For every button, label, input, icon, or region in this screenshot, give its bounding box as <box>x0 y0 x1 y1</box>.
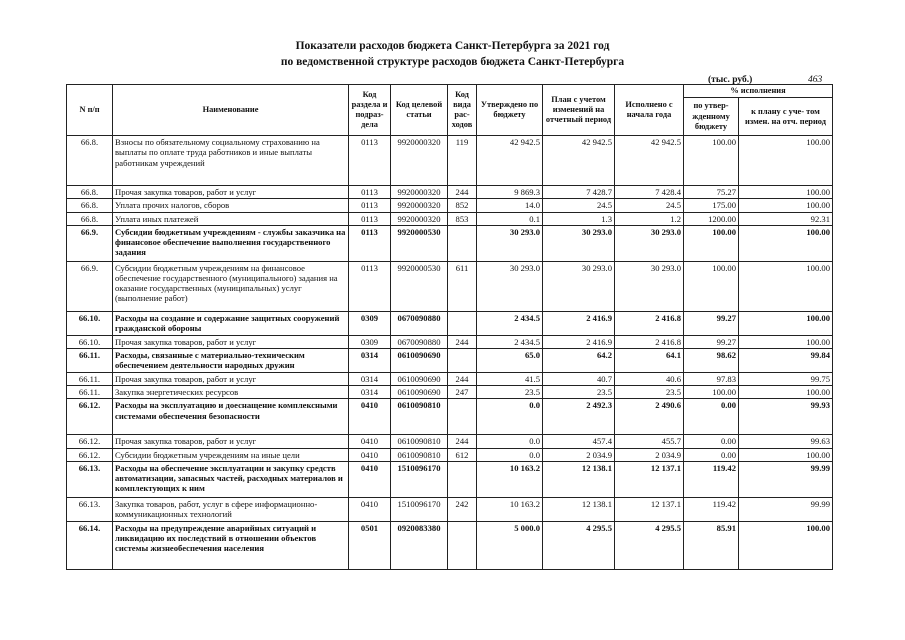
col-header-name: Наименование <box>113 85 349 136</box>
table-row <box>67 311 833 335</box>
cell-name: Субсидии бюджетным учреждениям на финансовое обеспечение государственного (муниципального) задания на оказание государственных (муниципальных) услуг (выполнение работ) <box>113 261 349 311</box>
cell-utv: 41.5 <box>477 373 543 386</box>
cell-vid: 611 <box>448 261 477 311</box>
cell-plan: 64.2 <box>543 349 615 373</box>
cell-pct-plan: 99.84 <box>739 349 833 373</box>
cell-utv: 2 434.5 <box>477 311 543 335</box>
cell-plan: 457.4 <box>543 435 615 448</box>
cell-pct-utv: 98.62 <box>684 349 739 373</box>
cell-razdel: 0113 <box>349 261 391 311</box>
cell-utv: 23.5 <box>477 386 543 399</box>
cell-num: 66.13. <box>67 461 113 497</box>
cell-vid: 612 <box>448 448 477 461</box>
cell-utv: 30 293.0 <box>477 225 543 261</box>
cell-name: Закупка товаров, работ, услуг в сфере информационно-коммуникационных технологий <box>113 497 349 521</box>
cell-razdel: 0410 <box>349 399 391 435</box>
table-row <box>67 225 833 261</box>
cell-razdel: 0410 <box>349 435 391 448</box>
cell-vid <box>448 225 477 261</box>
table-row <box>67 261 833 311</box>
cell-name: Расходы на обеспечение эксплуатации и закупку средств автоматизации, запасных частей, расходных материалов и комплектующих к ним <box>113 461 349 497</box>
cell-statya: 9920000320 <box>391 136 448 186</box>
cell-isp: 7 428.4 <box>615 186 684 199</box>
cell-num: 66.10. <box>67 335 113 348</box>
cell-razdel: 0314 <box>349 373 391 386</box>
cell-plan: 42 942.5 <box>543 136 615 186</box>
cell-razdel: 0113 <box>349 225 391 261</box>
cell-num: 66.13. <box>67 497 113 521</box>
table-row <box>67 335 833 348</box>
cell-isp: 30 293.0 <box>615 225 684 261</box>
cell-utv: 0.0 <box>477 435 543 448</box>
cell-vid <box>448 399 477 435</box>
cell-num: 66.14. <box>67 521 113 569</box>
cell-pct-utv: 97.83 <box>684 373 739 386</box>
table-row <box>67 399 833 435</box>
cell-pct-plan: 99.93 <box>739 399 833 435</box>
cell-utv: 10 163.2 <box>477 461 543 497</box>
cell-plan: 2 416.9 <box>543 311 615 335</box>
cell-isp: 30 293.0 <box>615 261 684 311</box>
cell-plan: 40.7 <box>543 373 615 386</box>
col-header-pct-group: % исполнения <box>684 85 833 98</box>
cell-plan: 24.5 <box>543 199 615 212</box>
table-row <box>67 521 833 569</box>
cell-name: Прочая закупка товаров, работ и услуг <box>113 373 349 386</box>
table-row <box>67 435 833 448</box>
cell-pct-plan: 100.00 <box>739 521 833 569</box>
cell-statya: 0670090880 <box>391 335 448 348</box>
col-header-pct-utv: по утвер- жденному бюджету <box>684 98 739 136</box>
cell-plan: 4 295.5 <box>543 521 615 569</box>
cell-pct-utv: 119.42 <box>684 497 739 521</box>
cell-vid <box>448 349 477 373</box>
cell-razdel: 0113 <box>349 199 391 212</box>
cell-vid: 242 <box>448 497 477 521</box>
cell-statya: 0610090810 <box>391 399 448 435</box>
cell-num: 66.11. <box>67 373 113 386</box>
cell-pct-utv: 100.00 <box>684 136 739 186</box>
cell-isp: 23.5 <box>615 386 684 399</box>
cell-razdel: 0113 <box>349 136 391 186</box>
report-title: Показатели расходов бюджета Санкт-Петербурга за 2021 год <box>295 40 610 52</box>
cell-utv: 0.0 <box>477 448 543 461</box>
cell-plan: 30 293.0 <box>543 225 615 261</box>
cell-utv: 30 293.0 <box>477 261 543 311</box>
cell-name: Взносы по обязательному социальному страхованию на выплаты по оплате труда работников и иные выплаты работникам учреждений <box>113 136 349 186</box>
col-header-num: N п/п <box>67 85 113 136</box>
cell-isp: 64.1 <box>615 349 684 373</box>
cell-name: Расходы, связанные с материально-техническим обеспечением деятельности народных дружин <box>113 349 349 373</box>
cell-plan: 23.5 <box>543 386 615 399</box>
cell-statya: 0920083380 <box>391 521 448 569</box>
cell-vid <box>448 311 477 335</box>
cell-vid: 244 <box>448 373 477 386</box>
cell-pct-plan: 100.00 <box>739 225 833 261</box>
cell-utv: 14.0 <box>477 199 543 212</box>
cell-pct-plan: 100.00 <box>739 448 833 461</box>
cell-vid: 853 <box>448 212 477 225</box>
cell-num: 66.10. <box>67 311 113 335</box>
cell-statya: 9920000530 <box>391 261 448 311</box>
cell-pct-plan: 99.75 <box>739 373 833 386</box>
cell-vid: 119 <box>448 136 477 186</box>
cell-num: 66.9. <box>67 261 113 311</box>
cell-name: Прочая закупка товаров, работ и услуг <box>113 435 349 448</box>
cell-utv: 5 000.0 <box>477 521 543 569</box>
cell-pct-plan: 100.00 <box>739 186 833 199</box>
cell-utv: 42 942.5 <box>477 136 543 186</box>
table-row <box>67 199 833 212</box>
cell-statya: 0610090690 <box>391 373 448 386</box>
cell-vid: 244 <box>448 335 477 348</box>
table-row <box>67 448 833 461</box>
cell-isp: 455.7 <box>615 435 684 448</box>
cell-pct-utv: 175.00 <box>684 199 739 212</box>
col-header-utv: Утверждено по бюджету <box>477 85 543 136</box>
cell-utv: 2 434.5 <box>477 335 543 348</box>
cell-plan: 1.3 <box>543 212 615 225</box>
cell-isp: 2 416.8 <box>615 311 684 335</box>
cell-utv: 10 163.2 <box>477 497 543 521</box>
cell-razdel: 0410 <box>349 461 391 497</box>
cell-plan: 7 428.7 <box>543 186 615 199</box>
cell-pct-utv: 99.27 <box>684 335 739 348</box>
cell-vid <box>448 521 477 569</box>
cell-razdel: 0113 <box>349 186 391 199</box>
cell-name: Уплата прочих налогов, сборов <box>113 199 349 212</box>
table-row <box>67 386 833 399</box>
cell-num: 66.8. <box>67 199 113 212</box>
units-label: (тыс. руб.) <box>708 75 753 85</box>
cell-razdel: 0314 <box>349 349 391 373</box>
cell-statya: 9920000320 <box>391 199 448 212</box>
cell-pct-plan: 100.00 <box>739 136 833 186</box>
cell-name: Прочая закупка товаров, работ и услуг <box>113 186 349 199</box>
cell-name: Расходы на предупреждение аварийных ситуаций и ликвидацию их последствий в отношении объектов системы жизнеобеспечения населения <box>113 521 349 569</box>
cell-statya: 1510096170 <box>391 461 448 497</box>
cell-name: Уплата иных платежей <box>113 212 349 225</box>
table-body <box>67 136 833 570</box>
cell-num: 66.12. <box>67 399 113 435</box>
cell-isp: 40.6 <box>615 373 684 386</box>
cell-utv: 0.1 <box>477 212 543 225</box>
cell-utv: 65.0 <box>477 349 543 373</box>
cell-isp: 24.5 <box>615 199 684 212</box>
cell-pct-utv: 85.91 <box>684 521 739 569</box>
cell-statya: 0610090810 <box>391 435 448 448</box>
cell-razdel: 0309 <box>349 311 391 335</box>
cell-pct-utv: 100.00 <box>684 386 739 399</box>
cell-utv: 0.0 <box>477 399 543 435</box>
cell-num: 66.8. <box>67 186 113 199</box>
cell-statya: 9920000320 <box>391 186 448 199</box>
col-header-pct-plan: к плану с уче- том измен. на отч. период <box>739 98 833 136</box>
cell-pct-plan: 99.99 <box>739 461 833 497</box>
cell-razdel: 0410 <box>349 448 391 461</box>
page-number: 463 <box>808 75 823 85</box>
table-row <box>67 497 833 521</box>
cell-name: Субсидии бюджетным учреждениям - службы заказчика на финансовое обеспечение выполнения государственного задания <box>113 225 349 261</box>
cell-pct-utv: 75.27 <box>684 186 739 199</box>
cell-isp: 4 295.5 <box>615 521 684 569</box>
cell-pct-plan: 92.31 <box>739 212 833 225</box>
cell-statya: 9920000320 <box>391 212 448 225</box>
cell-name: Субсидии бюджетным учреждениям на иные цели <box>113 448 349 461</box>
col-header-vid: Код вида рас- ходов <box>448 85 477 136</box>
col-header-isp: Исполнено с начала года <box>615 85 684 136</box>
cell-razdel: 0410 <box>349 497 391 521</box>
cell-pct-plan: 99.63 <box>739 435 833 448</box>
cell-pct-plan: 100.00 <box>739 261 833 311</box>
table-row <box>67 349 833 373</box>
cell-pct-utv: 0.00 <box>684 435 739 448</box>
budget-table <box>66 84 833 570</box>
cell-vid <box>448 461 477 497</box>
cell-plan: 30 293.0 <box>543 261 615 311</box>
cell-utv: 9 869.3 <box>477 186 543 199</box>
cell-num: 66.9. <box>67 225 113 261</box>
col-header-plan: План с учетом изменений на отчетный период <box>543 85 615 136</box>
cell-razdel: 0309 <box>349 335 391 348</box>
cell-statya: 0610090810 <box>391 448 448 461</box>
cell-plan: 2 492.3 <box>543 399 615 435</box>
cell-plan: 2 416.9 <box>543 335 615 348</box>
cell-num: 66.12. <box>67 448 113 461</box>
cell-pct-plan: 100.00 <box>739 386 833 399</box>
cell-num: 66.8. <box>67 212 113 225</box>
cell-num: 66.11. <box>67 386 113 399</box>
cell-pct-plan: 100.00 <box>739 335 833 348</box>
cell-isp: 12 137.1 <box>615 461 684 497</box>
cell-statya: 1510096170 <box>391 497 448 521</box>
cell-razdel: 0314 <box>349 386 391 399</box>
cell-isp: 42 942.5 <box>615 136 684 186</box>
cell-pct-plan: 100.00 <box>739 311 833 335</box>
col-header-statya: Код целевой статьи <box>391 85 448 136</box>
cell-vid: 244 <box>448 435 477 448</box>
cell-pct-utv: 0.00 <box>684 448 739 461</box>
cell-statya: 9920000530 <box>391 225 448 261</box>
cell-vid: 247 <box>448 386 477 399</box>
col-header-razdel: Код раздела и подраз- дела <box>349 85 391 136</box>
cell-statya: 0610090690 <box>391 349 448 373</box>
cell-plan: 12 138.1 <box>543 461 615 497</box>
cell-name: Расходы на создание и содержание защитных сооружений гражданской обороны <box>113 311 349 335</box>
cell-num: 66.8. <box>67 136 113 186</box>
cell-isp: 2 416.8 <box>615 335 684 348</box>
cell-pct-utv: 119.42 <box>684 461 739 497</box>
cell-pct-plan: 100.00 <box>739 199 833 212</box>
cell-vid: 244 <box>448 186 477 199</box>
cell-name: Прочая закупка товаров, работ и услуг <box>113 335 349 348</box>
table-row <box>67 212 833 225</box>
cell-statya: 0610090690 <box>391 386 448 399</box>
cell-plan: 12 138.1 <box>543 497 615 521</box>
table-row <box>67 461 833 497</box>
table-row <box>67 136 833 186</box>
cell-pct-plan: 99.99 <box>739 497 833 521</box>
cell-statya: 0670090880 <box>391 311 448 335</box>
cell-razdel: 0501 <box>349 521 391 569</box>
cell-num: 66.12. <box>67 435 113 448</box>
cell-num: 66.11. <box>67 349 113 373</box>
table-row <box>67 186 833 199</box>
cell-razdel: 0113 <box>349 212 391 225</box>
cell-pct-utv: 1200.00 <box>684 212 739 225</box>
cell-pct-utv: 99.27 <box>684 311 739 335</box>
report-subtitle: по ведомственной структуре расходов бюджета Санкт-Петербурга <box>280 56 625 68</box>
cell-pct-utv: 100.00 <box>684 225 739 261</box>
cell-pct-utv: 100.00 <box>684 261 739 311</box>
cell-isp: 12 137.1 <box>615 497 684 521</box>
cell-pct-utv: 0.00 <box>684 399 739 435</box>
cell-name: Закупка энергетических ресурсов <box>113 386 349 399</box>
cell-name: Расходы на эксплуатацию и доеснащение комплексными системами обеспечения безопасности <box>113 399 349 435</box>
cell-isp: 1.2 <box>615 212 684 225</box>
cell-plan: 2 034.9 <box>543 448 615 461</box>
cell-vid: 852 <box>448 199 477 212</box>
table-row <box>67 373 833 386</box>
cell-isp: 2 490.6 <box>615 399 684 435</box>
cell-isp: 2 034.9 <box>615 448 684 461</box>
